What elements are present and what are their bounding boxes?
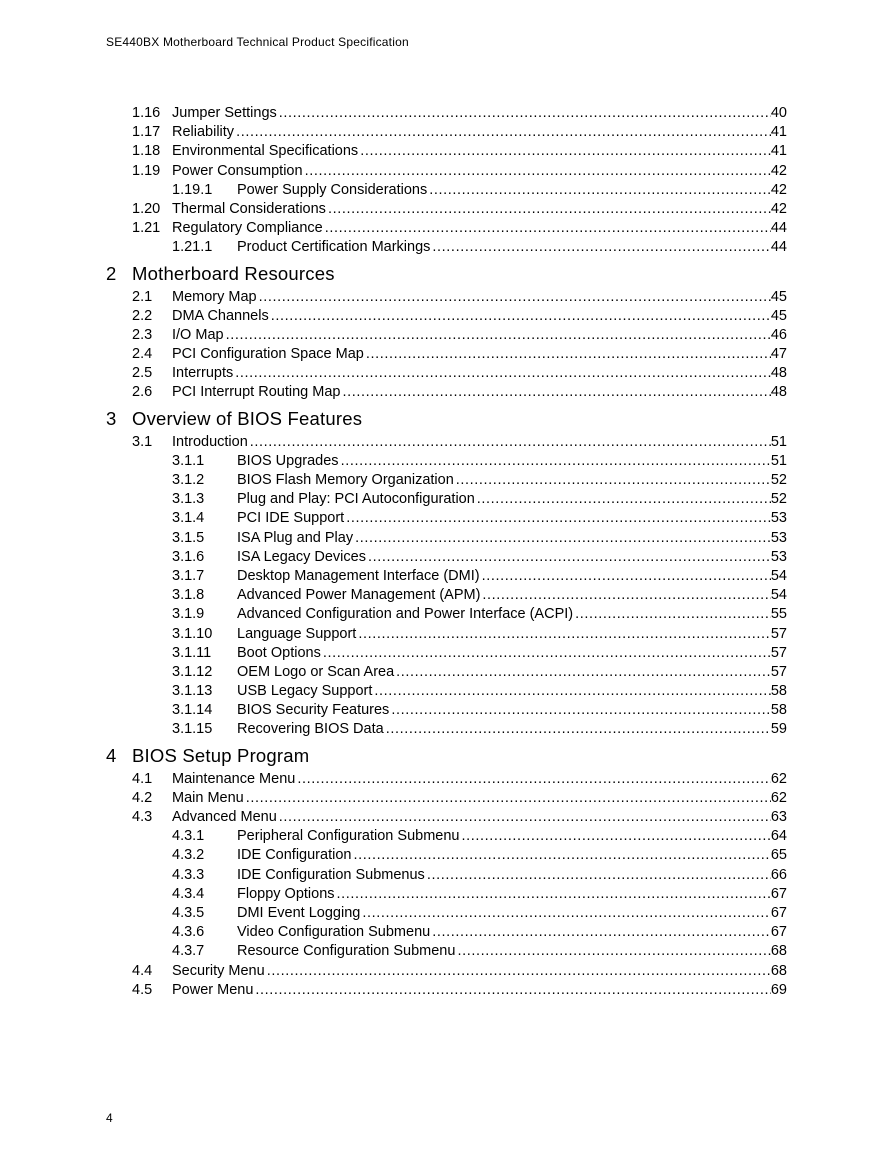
toc-entry-title: Desktop Management Interface (DMI) <box>237 567 480 584</box>
toc-entry-number: 3.1.2 <box>172 472 205 488</box>
chapter-number: 4 <box>106 744 117 766</box>
toc-entry[interactable] <box>0 808 893 827</box>
toc-entry[interactable] <box>0 104 893 123</box>
dot-leader <box>482 586 770 605</box>
toc-entry-page: 57 <box>770 625 787 642</box>
toc-entry-title: Resource Configuration Submenu <box>237 943 456 960</box>
toc-entry-body <box>172 345 787 364</box>
toc-entry-page: 52 <box>770 472 787 488</box>
toc-entry-title: Maintenance Menu <box>172 770 296 787</box>
toc-entry-page: 53 <box>770 548 787 565</box>
toc-entry[interactable] <box>0 364 893 383</box>
toc-entry-body <box>172 770 787 789</box>
toc-entry-number: 4.3.5 <box>172 904 205 921</box>
toc-entry-page: 65 <box>770 847 787 864</box>
toc-entry[interactable] <box>0 586 893 605</box>
toc-entry[interactable] <box>0 567 893 586</box>
dot-leader <box>355 529 771 548</box>
dot-leader <box>362 904 771 923</box>
dot-leader <box>279 808 771 827</box>
toc-entry-body <box>172 307 787 326</box>
dot-leader <box>368 548 771 567</box>
toc-entry-body <box>237 682 787 701</box>
toc-entry-number: 4.3.2 <box>172 847 205 864</box>
toc-entry-page: 44 <box>770 220 787 237</box>
toc-entry-number: 1.19 <box>132 162 161 179</box>
dot-leader <box>325 219 771 238</box>
toc-entry-page: 48 <box>770 384 787 401</box>
dot-leader <box>456 471 771 490</box>
toc-entry-body <box>237 181 787 200</box>
toc-entry-title: PCI Configuration Space Map <box>172 346 364 363</box>
toc-entry-body <box>237 529 787 548</box>
running-header: SE440BX Motherboard Technical Product Specification <box>106 35 409 49</box>
toc-entry-page: 68 <box>770 962 787 979</box>
dot-leader <box>461 827 770 846</box>
toc-entry-page: 55 <box>770 606 787 623</box>
toc-entry-title: OEM Logo or Scan Area <box>237 663 395 680</box>
toc-entry-title: Interrupts <box>172 365 234 382</box>
toc-entry[interactable] <box>0 904 893 923</box>
toc-entry-title: Advanced Power Management (APM) <box>237 587 481 604</box>
toc-entry[interactable] <box>0 162 893 181</box>
toc-entry-number: 2.3 <box>132 326 153 343</box>
chapter-heading <box>0 408 893 430</box>
toc-entry-page: 67 <box>770 885 787 902</box>
toc-entry-page: 42 <box>770 162 787 179</box>
toc-entry-body <box>237 490 787 509</box>
toc-entry-page: 64 <box>770 828 787 845</box>
toc-entry-title: Security Menu <box>172 962 265 979</box>
toc-entry-body <box>237 238 787 257</box>
toc-entry-body <box>237 548 787 567</box>
toc-entry-number: 3.1.4 <box>172 510 205 527</box>
toc-entry-number: 3.1.10 <box>172 625 213 642</box>
toc-entry-page: 51 <box>770 452 787 469</box>
toc-entry[interactable] <box>0 490 893 509</box>
toc-entry-number: 4.5 <box>132 981 153 998</box>
toc-entry[interactable] <box>0 942 893 961</box>
dot-leader <box>271 307 771 326</box>
toc-entry-number: 3.1.8 <box>172 587 205 604</box>
dot-leader <box>457 942 770 961</box>
dot-leader <box>360 142 771 161</box>
toc-entry[interactable] <box>0 885 893 904</box>
toc-entry-title: IDE Configuration <box>237 847 352 864</box>
chapter-heading <box>0 745 893 767</box>
dot-leader <box>342 383 770 402</box>
toc-entry-number: 2.6 <box>132 384 153 401</box>
toc-entry-title: PCI IDE Support <box>237 510 345 527</box>
toc-entry[interactable] <box>0 866 893 885</box>
toc-entry-number: 3.1.14 <box>172 702 213 719</box>
toc-entry-body <box>172 104 787 123</box>
dot-leader <box>259 288 771 307</box>
toc-entry-body <box>237 663 787 682</box>
toc-entry-page: 57 <box>770 644 787 661</box>
toc-entry-body <box>237 885 787 904</box>
toc-entry-body <box>172 123 787 142</box>
dot-leader <box>267 962 771 981</box>
toc-entry-body <box>237 605 787 624</box>
dot-leader <box>246 789 771 808</box>
dot-leader <box>386 720 771 739</box>
toc-entry-title: IDE Configuration Submenus <box>237 866 425 883</box>
toc-entry[interactable] <box>0 644 893 663</box>
toc-entry-number: 4.2 <box>132 789 153 806</box>
toc-entry-body <box>237 701 787 720</box>
toc-entry-body <box>172 981 787 1000</box>
dot-leader <box>305 162 771 181</box>
toc-entry-number: 3.1.1 <box>172 452 205 469</box>
toc-entry-page: 62 <box>770 789 787 806</box>
toc-entry-page: 53 <box>770 529 787 546</box>
dot-leader <box>429 181 771 200</box>
dot-leader <box>396 663 771 682</box>
toc-entry-page: 46 <box>770 326 787 343</box>
toc-entry-title: BIOS Security Features <box>237 702 390 719</box>
toc-entry-body <box>172 433 787 452</box>
toc-entry-body <box>237 625 787 644</box>
toc-entry[interactable] <box>0 605 893 624</box>
dot-leader <box>337 885 771 904</box>
toc-entry-page: 68 <box>770 943 787 960</box>
chapter-number: 3 <box>106 407 117 429</box>
toc-entry-number: 3.1.7 <box>172 567 205 584</box>
toc-entry[interactable] <box>0 789 893 808</box>
toc-entry[interactable] <box>0 326 893 345</box>
toc-entry[interactable] <box>0 846 893 865</box>
dot-leader <box>279 104 771 123</box>
toc-entry-page: 66 <box>770 866 787 883</box>
toc-entry-body <box>237 827 787 846</box>
toc-entry-title: Peripheral Configuration Submenu <box>237 828 460 845</box>
toc-entry-title: BIOS Flash Memory Organization <box>237 472 454 488</box>
toc-entry-body <box>172 364 787 383</box>
toc-entry-title: Reliability <box>172 124 235 141</box>
dot-leader <box>391 701 771 720</box>
dot-leader <box>477 490 771 509</box>
page-number: 4 <box>106 1111 113 1125</box>
toc-entry[interactable] <box>0 288 893 307</box>
toc-entry[interactable] <box>0 238 893 257</box>
toc-entry-page: 58 <box>770 702 787 719</box>
toc-entry[interactable] <box>0 923 893 942</box>
toc-entry-body <box>172 162 787 181</box>
toc-entry-number: 4.4 <box>132 962 153 979</box>
toc-entry[interactable] <box>0 720 893 739</box>
toc-entry-title: Power Supply Considerations <box>237 181 428 198</box>
dot-leader <box>366 345 771 364</box>
toc-entry-title: ISA Legacy Devices <box>237 548 366 565</box>
toc-entry-title: Environmental Specifications <box>172 143 359 160</box>
chapter-heading <box>0 263 893 285</box>
dot-leader <box>250 433 771 452</box>
toc-entry-title: Language Support <box>237 625 357 642</box>
toc-entry-number: 1.18 <box>132 143 161 160</box>
toc-entry[interactable] <box>0 200 893 219</box>
dot-leader <box>346 509 771 528</box>
toc-entry[interactable] <box>0 701 893 720</box>
toc-entry-title: Plug and Play: PCI Autoconfiguration <box>237 491 475 508</box>
toc-entry-title: USB Legacy Support <box>237 683 373 700</box>
toc-entry[interactable] <box>0 219 893 238</box>
toc-entry-title: PCI Interrupt Routing Map <box>172 384 341 401</box>
table-of-contents <box>0 104 893 1000</box>
toc-entry-title: Memory Map <box>172 288 257 305</box>
toc-entry-title: Power Menu <box>172 981 254 998</box>
toc-entry-number: 3.1.13 <box>172 683 213 700</box>
toc-entry-page: 59 <box>770 721 787 738</box>
toc-entry-page: 41 <box>770 124 787 141</box>
toc-entry[interactable] <box>0 181 893 200</box>
toc-entry-number: 1.21.1 <box>172 239 213 256</box>
toc-entry[interactable] <box>0 123 893 142</box>
toc-entry-number: 4.3.7 <box>172 943 205 960</box>
toc-entry-title: BIOS Upgrades <box>237 452 339 469</box>
toc-entry-number: 2.2 <box>132 307 153 324</box>
toc-entry-page: 45 <box>770 288 787 305</box>
toc-entry-title: Power Consumption <box>172 162 303 179</box>
toc-entry-body <box>237 509 787 528</box>
dot-leader <box>341 452 771 471</box>
toc-entry-number: 4.1 <box>132 770 153 787</box>
toc-entry-page: 63 <box>770 809 787 825</box>
toc-entry[interactable] <box>0 307 893 326</box>
toc-entry-page: 42 <box>770 200 787 217</box>
toc-entry[interactable] <box>0 142 893 161</box>
toc-entry-number: 3.1.11 <box>172 644 212 661</box>
toc-entry-body <box>237 471 787 490</box>
toc-entry[interactable] <box>0 471 893 490</box>
toc-entry-number: 3.1.15 <box>172 721 213 738</box>
toc-entry-number: 4.3 <box>132 809 153 825</box>
toc-entry-title: DMA Channels <box>172 307 269 324</box>
toc-entry[interactable] <box>0 682 893 701</box>
toc-entry-number: 1.19.1 <box>172 181 213 198</box>
toc-entry-body <box>237 846 787 865</box>
toc-entry-number: 2.5 <box>132 365 153 382</box>
toc-entry-body <box>237 644 787 663</box>
toc-entry-title: Introduction <box>172 433 248 450</box>
toc-entry-body <box>172 808 787 827</box>
toc-entry-body <box>237 923 787 942</box>
toc-entry-title: Boot Options <box>237 644 321 661</box>
chapter-title: Motherboard Resources <box>132 262 335 284</box>
toc-entry-body <box>237 904 787 923</box>
toc-entry-number: 4.3.4 <box>172 885 205 902</box>
dot-leader <box>297 770 771 789</box>
toc-entry-number: 4.3.6 <box>172 924 205 941</box>
toc-entry-page: 57 <box>770 663 787 680</box>
toc-entry-body <box>172 200 787 219</box>
toc-entry-body <box>172 383 787 402</box>
toc-entry-number: 1.20 <box>132 200 161 217</box>
toc-entry-title: Jumper Settings <box>172 105 277 121</box>
toc-entry-title: Floppy Options <box>237 885 335 902</box>
dot-leader <box>358 625 771 644</box>
dot-leader <box>427 866 771 885</box>
toc-entry[interactable] <box>0 827 893 846</box>
toc-entry[interactable] <box>0 452 893 471</box>
toc-entry-page: 45 <box>770 307 787 324</box>
toc-entry-number: 3.1.6 <box>172 548 205 565</box>
toc-entry-page: 44 <box>770 239 787 256</box>
toc-entry-page: 42 <box>770 181 787 198</box>
dot-leader <box>235 364 771 383</box>
toc-entry-number: 1.16 <box>132 105 161 121</box>
dot-leader <box>226 326 771 345</box>
toc-entry-body <box>172 326 787 345</box>
dot-leader <box>323 644 771 663</box>
toc-entry-number: 3.1.3 <box>172 491 205 508</box>
toc-entry-page: 41 <box>770 143 787 160</box>
toc-entry-page: 54 <box>770 567 787 584</box>
toc-entry[interactable] <box>0 962 893 981</box>
toc-entry[interactable] <box>0 383 893 402</box>
toc-entry-page: 53 <box>770 510 787 527</box>
toc-entry-body <box>172 288 787 307</box>
toc-entry-body <box>172 962 787 981</box>
toc-entry-title: ISA Plug and Play <box>237 529 354 546</box>
toc-entry-body <box>172 789 787 808</box>
dot-leader <box>432 923 771 942</box>
toc-entry-title: Main Menu <box>172 789 244 806</box>
toc-entry-page: 47 <box>770 346 787 363</box>
toc-entry-page: 54 <box>770 587 787 604</box>
dot-leader <box>328 200 771 219</box>
toc-entry-page: 40 <box>770 105 787 121</box>
toc-entry-number: 4.3.1 <box>172 828 205 845</box>
toc-entry-page: 69 <box>770 981 787 998</box>
toc-entry-page: 67 <box>770 924 787 941</box>
toc-entry-title: DMI Event Logging <box>237 904 361 921</box>
toc-entry-number: 2.1 <box>132 288 153 305</box>
dot-leader <box>482 567 771 586</box>
toc-entry[interactable] <box>0 770 893 789</box>
toc-entry-title: Video Configuration Submenu <box>237 924 431 941</box>
toc-entry[interactable] <box>0 548 893 567</box>
toc-entry-page: 67 <box>770 904 787 921</box>
toc-entry-title: Advanced Configuration and Power Interface (ACPI) <box>237 606 574 623</box>
toc-entry-body <box>172 142 787 161</box>
toc-entry[interactable] <box>0 663 893 682</box>
toc-entry-page: 52 <box>770 491 787 508</box>
toc-entry-body <box>237 942 787 961</box>
dot-leader <box>575 605 771 624</box>
toc-entry-title: Thermal Considerations <box>172 200 326 217</box>
toc-entry-page: 62 <box>770 770 787 787</box>
toc-entry-number: 3.1 <box>132 433 153 450</box>
dot-leader <box>353 846 770 865</box>
toc-entry[interactable] <box>0 981 893 1000</box>
toc-entry-body <box>237 866 787 885</box>
toc-entry-number: 3.1.9 <box>172 606 205 623</box>
dot-leader <box>374 682 770 701</box>
toc-entry-page: 51 <box>770 433 787 450</box>
toc-entry-title: Recovering BIOS Data <box>237 721 384 738</box>
toc-entry-title: Product Certification Markings <box>237 239 431 256</box>
toc-entry-body <box>172 219 787 238</box>
toc-entry[interactable] <box>0 509 893 528</box>
toc-entry-number: 1.21 <box>132 220 161 237</box>
toc-entry-number: 1.17 <box>132 124 161 141</box>
toc-entry-page: 48 <box>770 365 787 382</box>
toc-entry[interactable] <box>0 625 893 644</box>
toc-entry[interactable] <box>0 433 893 452</box>
toc-entry-body <box>237 452 787 471</box>
toc-entry-title: Regulatory Compliance <box>172 220 323 237</box>
toc-entry-page: 58 <box>770 683 787 700</box>
toc-entry[interactable] <box>0 529 893 548</box>
toc-entry-number: 2.4 <box>132 346 153 363</box>
toc-entry-body <box>237 567 787 586</box>
toc-entry-title: I/O Map <box>172 326 224 343</box>
chapter-title: Overview of BIOS Features <box>132 407 363 429</box>
toc-entry[interactable] <box>0 345 893 364</box>
chapter-title: BIOS Setup Program <box>132 744 310 766</box>
toc-entry-number: 3.1.12 <box>172 663 213 680</box>
toc-entry-number: 3.1.5 <box>172 529 205 546</box>
toc-entry-title: Advanced Menu <box>172 809 277 825</box>
toc-entry-body <box>237 586 787 605</box>
toc-entry-body <box>237 720 787 739</box>
toc-entry-number: 4.3.3 <box>172 866 205 883</box>
chapter-number: 2 <box>106 262 117 284</box>
dot-leader <box>236 123 771 142</box>
dot-leader <box>255 981 770 1000</box>
dot-leader <box>432 238 770 257</box>
